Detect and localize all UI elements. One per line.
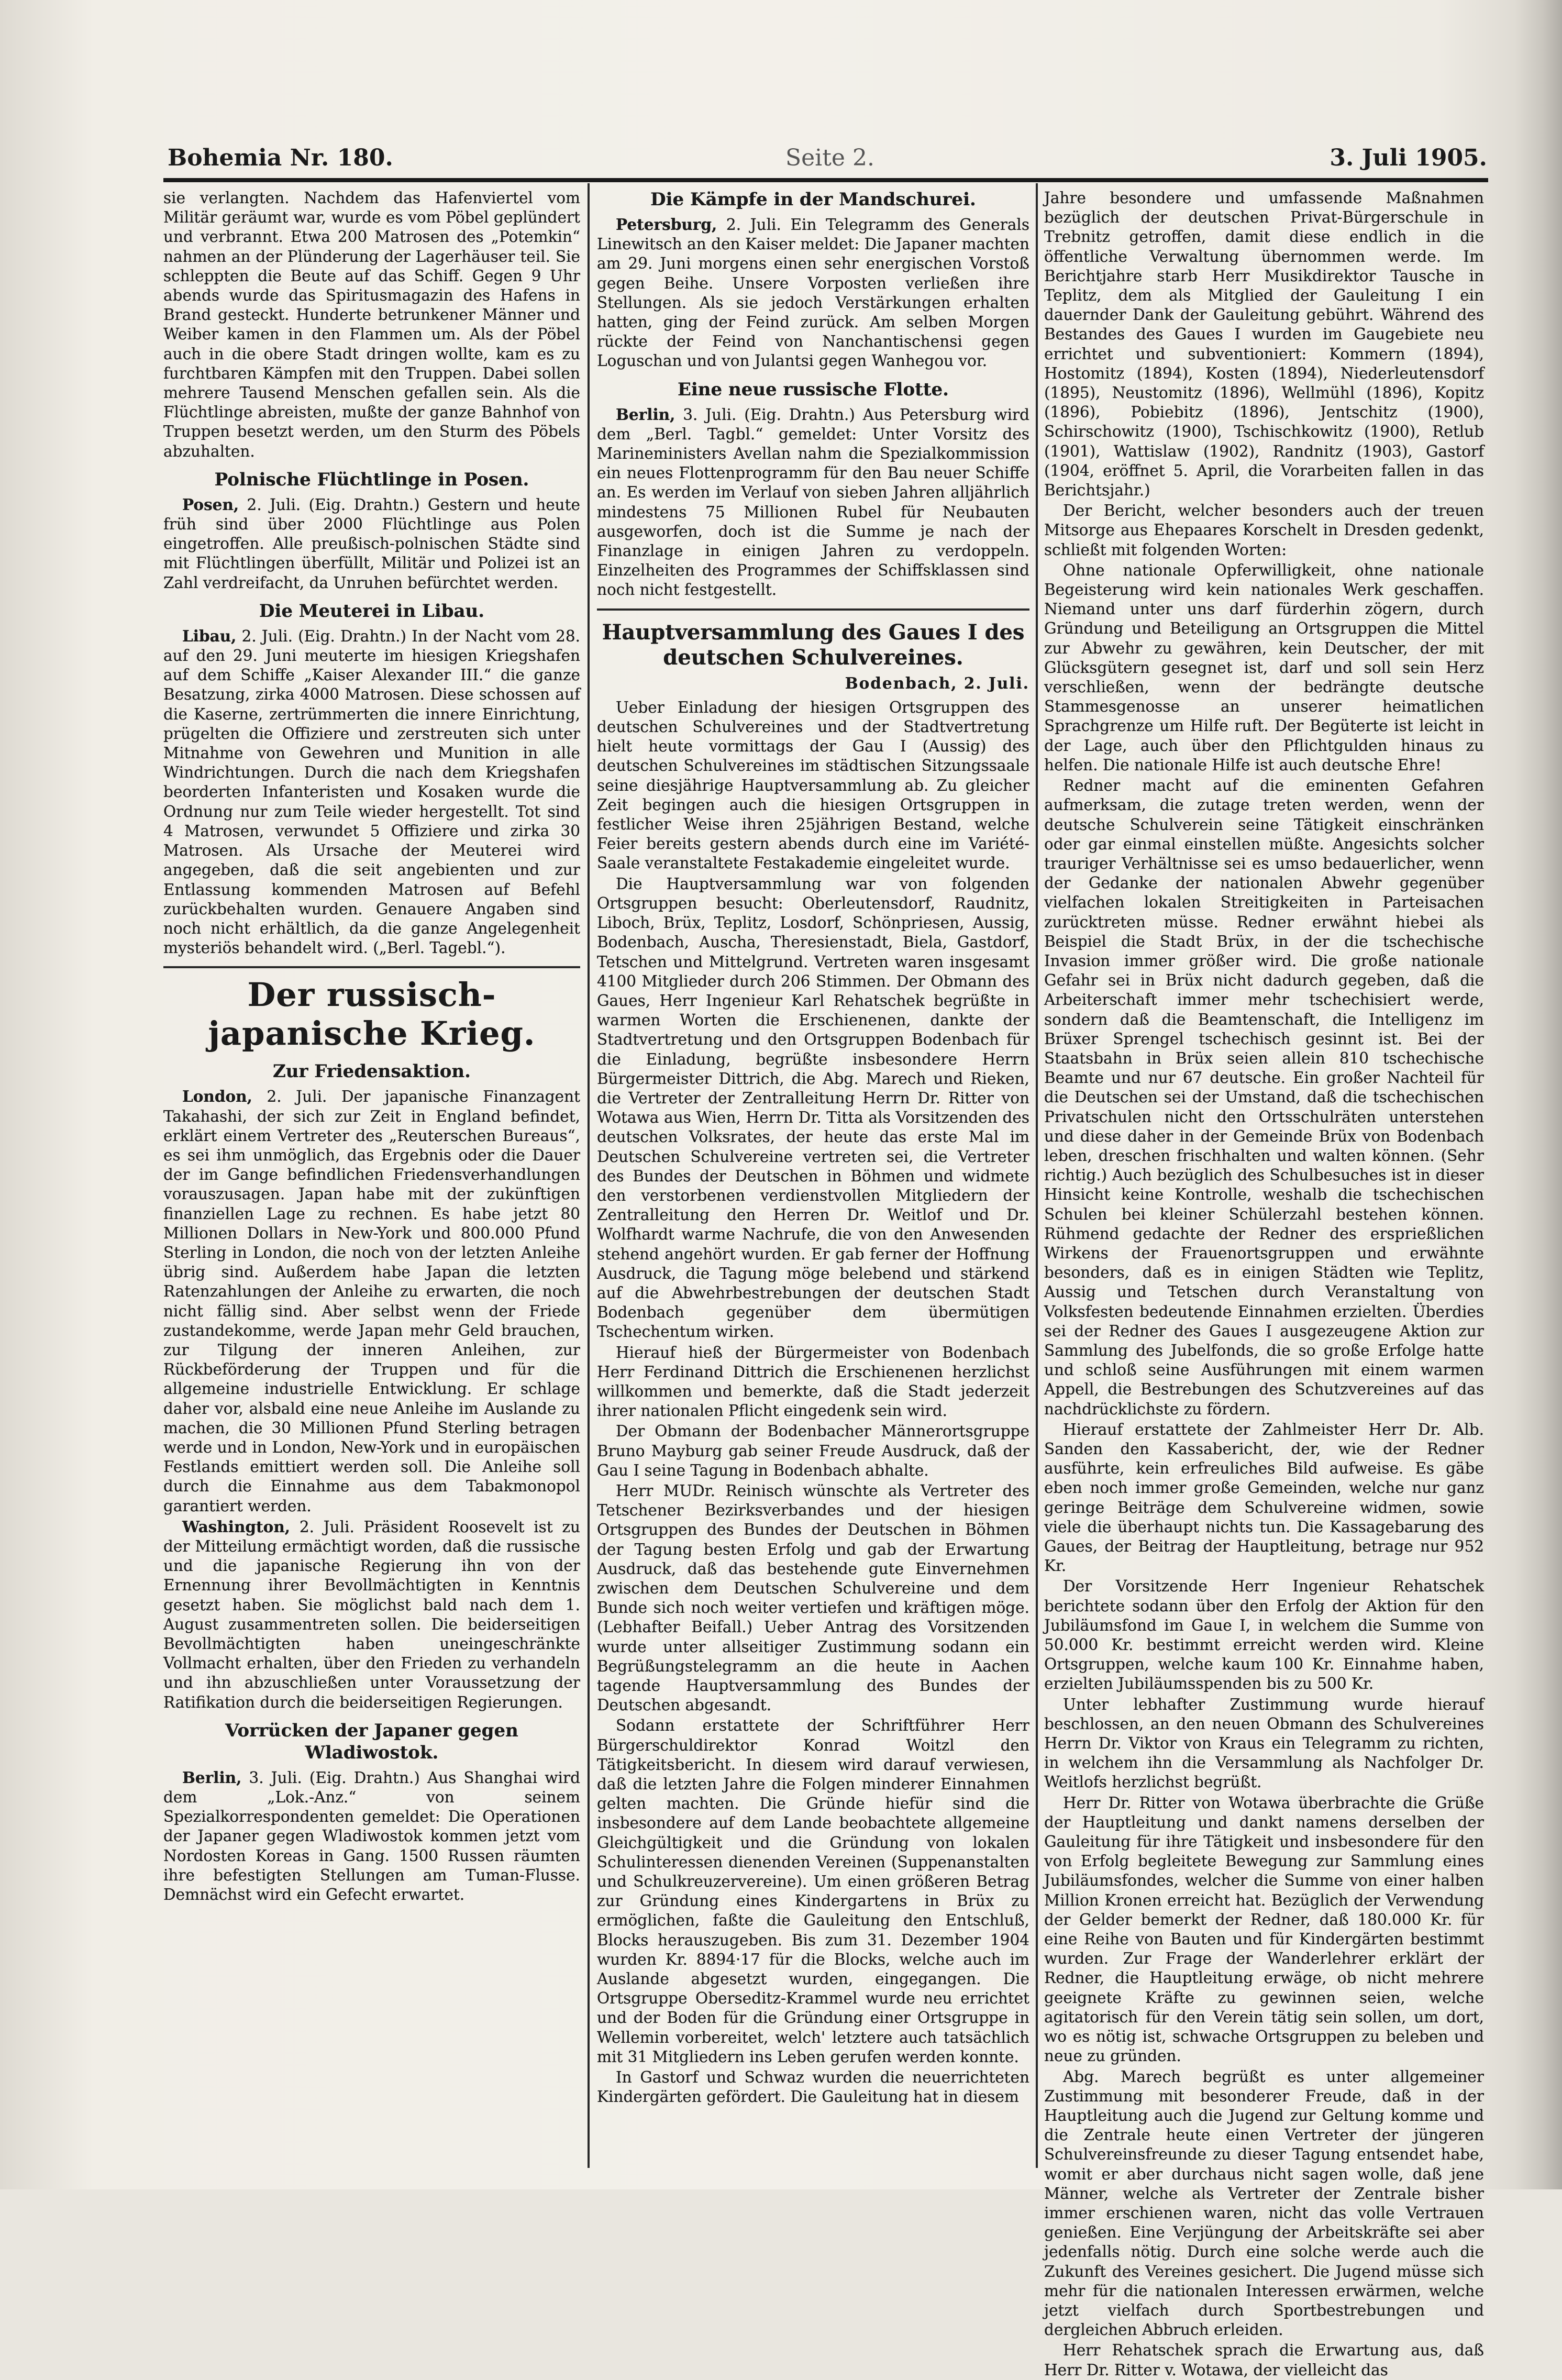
article-paragraph: Hierauf erstattete der Zahlmeister Herr Dr. Alb. Sanden den Kassabericht, der, wie der Redner ausführte, kein erfreuliches Bild aufweise. Es gäbe eben noch immer große Gemeinden, welche nur ganz geringe Beiträge dem Schulvereine widmen, sowie viele die überhaupt nichts tun. Die Kassagebarung des Gaues, der Beitrag der Hauptleitung, betrage nur 952 Kr. xyxy=(1044,1420,1484,1575)
page-header xyxy=(168,140,1487,177)
column-rule-1 xyxy=(588,183,590,2168)
dateline: Bodenbach, 2. Juli. xyxy=(845,673,1029,692)
article-paragraph: Posen, 2. Juli. (Eig. Drahtn.) Gestern und heute früh sind über 2000 Flüchtlinge aus Polen eingetroffen. Alle preußisch-polnischen Städte sind mit Flüchtlingen überfüllt, Militär und Polizei ist an Zahl verdreifacht, da Unruhen befürchtet werden. xyxy=(163,495,580,592)
dateline-place: Libau, xyxy=(182,626,237,645)
page-edge-shadow xyxy=(1515,0,1562,2189)
header-publication: Bohemia Nr. 180. xyxy=(168,145,393,171)
article-paragraph: Washington, 2. Juli. Präsident Roosevelt ist zu der Mitteilung ermächtigt worden, daß die russische und die japanische Regierung ihn von der Ernennung ihrer Bevollmächtigten in Kenntnis gesetzt haben. Sie möglichst bald nach dem 1. August zusammentreten sollen. Die beiderseitigen Bevollmächtigten haben uneingeschränkte Vollmacht erhalten, über den Frieden zu verhandeln und ihn abzuschließen unter Voraussetzung der Ratifikation durch die beiderseitigen Regierungen. xyxy=(163,1517,580,1711)
article-paragraph: Hierauf hieß der Bürgermeister von Bodenbach Herr Ferdinand Dittrich die Erschienenen herzlichst willkommen und bemerkte, daß die Stadt jederzeit ihrer nationalen Pflicht eingedenk sein wird. xyxy=(597,1343,1029,1420)
article-paragraph: London, 2. Juli. Der japanische Finanzagent Takahashi, der sich zur Zeit in England befindet, erklärt einem Vertreter des „Reuterschen Bureaus“, es sei ihm unmöglich, das Ergebnis oder die Dauer der im Gange befindlichen Friedensverhandlungen vorauszusagen. Japan habe mit der zukünftigen finanziellen Lage zu rechnen. Es habe jetzt 80 Millionen Dollars in New-York und 800.000 Pfund Sterling in London, die noch von der letzten Anleihe übrig sind. Außerdem habe Japan die letzten Ratenzahlungen der Anleihe zu erwarten, die noch nicht fällig sind. Aber selbst wenn der Friede zustandekomme, werde Japan mehr Geld brauchen, zur Tilgung der inneren Anleihen, zur Rückbeförderung der Truppen und für die allgemeine industrielle Entwicklung. Er schlage daher vor, alsbald eine neue Anleihe im Auslande zu machen, die 30 Millionen Pfund Sterling betragen werde und in London, New-York und in europäischen Festlands emittiert werden soll. Die Anleihe soll durch die Einnahme aus dem Tabakmonopol garantiert werden. xyxy=(163,1087,580,1515)
headline-hauptversammlung: Hauptversammlung des Gaues I des deutschen Schulvereines. xyxy=(602,619,1025,670)
article-paragraph: Unter lebhafter Zustimmung wurde hierauf beschlossen, an den neuen Obmann des Schulvereines Herrn Dr. Viktor von Kraus ein Telegramm zu richten, in welchem ihn die Versammlung als Nachfolger Dr. Weitlofs herzlichst begrüßt. xyxy=(1044,1695,1484,1791)
article-paragraph: Libau, 2. Juli. (Eig. Drahtn.) In der Nacht vom 28. auf den 29. Juni meuterte im hiesigen Kriegshafen auf dem Schiffe „Kaiser Alexander III.“ die ganze Besatzung, zirka 4000 Matrosen. Diese schossen auf die Kaserne, zertrümmerten die innere Einrichtung, prügelten die Offiziere und zerstreuten sich unter Mitnahme von Gewehren und Munition in alle Windrichtungen. Durch die nach dem Kriegshafen beorderten Infanteristen und Kosaken wurde die Ordnung nur zum Teile wieder hergestellt. Tot sind 4 Matrosen, verwundet 5 Offiziere und zirka 30 Matrosen. Als Ursache der Meuterei wird angegeben, daß die seit angebienten und zur Entlassung kommenden Matrosen auf Befehl zurückbehalten wurden. Genauere Angaben sind noch nicht erhältlich, da die ganze Angelegenheit mysteriös behandelt wird. („Berl. Tagebl.“). xyxy=(163,626,580,957)
article-paragraph: Der Obmann der Bodenbacher Männerortsgruppe Bruno Mayburg gab seiner Freude Ausdruck, daß der Gau I seine Tagung in Bodenbach abhalte. xyxy=(597,1422,1029,1479)
article-paragraph: Die Hauptversammlung war von folgenden Ortsgruppen besucht: Oberleutensdorf, Raudnitz, Liboch, Brüx, Teplitz, Losdorf, Schönpriesen, Aussig, Bodenbach, Auscha, Theresienstadt, Biela, Gastdorf, Tetschen und Mittelgrund. Vertreten waren insgesamt 4100 Mitglieder durch 206 Stimmen. Der Obmann des Gaues, Herr Ingenieur Karl Rehatschek begrüßte in warmen Worten die Erschienenen, dankte der Stadtvertretung und den Ortsgruppen Bodenbach für die Einladung, begrüßte insbesondere Herrn Bürgermeister Dittrich, die Abg. Marech und Rieken, die Vertreter der Zentralleitung Herrn Dr. Ritter von Wotawa aus Wien, Herrn Dr. Titta als Vorsitzenden des deutschen Volksrates, der heute das erste Mal im Deutschen Schulvereine vertreten sei, die Vertreter des Bundes der Deutschen in Böhmen und widmete den verstorbenen verdienstvollen Mitgliedern der Zentralleitung den Herren Dr. Weitlof und Dr. Wolfhardt warme Nachrufe, die von den Anwesenden stehend angehört wurden. Er gab ferner der Hoffnung Ausdruck, die Tagung möge belebend und stärkend auf die Abwehrbestrebungen der deutschen Stadt Bodenbach gegenüber dem übermütigen Tschechentum wirken. xyxy=(597,874,1029,1341)
article-paragraph: Redner macht auf die eminenten Gefahren aufmerksam, die zutage treten werden, wenn der deutsche Schulverein seine Tätigkeit einschränken oder gar einmal einstellen müßte. Angesichts solcher trauriger Verhältnisse sei es umso bedauerlicher, wenn der Gedanke der nationalen Abwehr gegenüber vielfachen lokalen Streitigkeiten in Parteisachen zurücktreten müsse. Redner erwähnt hiebei als Beispiel die Stadt Brüx, in der die tschechische Invasion immer größer wird. Die große nationale Gefahr sei in Brüx nicht dadurch gegeben, daß die Arbeiterschaft immer mehr tschechisiert werde, sondern daß die Beamtenschaft, die Intelligenz im Brüxer Sprengel tschechisch gesinnt ist. Bei der Staatsbahn in Brüx seien allein 810 tschechische Beamte und nur 67 deutsche. Ein großer Nachteil für die Deutschen sei der Umstand, daß die tschechischen Privatschulen nicht den Ortsschulräten unterstehen und diese daher in der Gemeinde Brüx von Bodenbach leben, dreschen frischhalten und walten können. (Sehr richtig.) Auch bezüglich des Schulbesuches ist in dieser Hinsicht keine Kontrolle, weshalb die tschechischen Schulen bei kleiner Schülerzahl bestehen können. Rühmend gedachte der Redner des ersprießlichen Wirkens der Frauenortsgruppen und erwähnte besonders, daß es in einigen Städten wie Teplitz, Aussig und Tetschen durch Veranstaltung von Volksfesten bedeutende Einnahmen erzielten. Überdies sei der Redner des Gaues I ausgezeugene Aktion zur Sammlung des Jubelfonds, die so große Erfolge hatte und schloß seine Ausführungen mit einem warmen Appell, die Bestrebungen des Schutzvereines auf das nachdrücklichste zu fördern. xyxy=(1044,777,1484,1418)
column-1 xyxy=(163,189,580,2163)
dateline-place: London, xyxy=(182,1087,252,1106)
article-paragraph: Jahre besondere und umfassende Maßnahmen bezüglich der deutschen Privat-Bürgerschule in Trebnitz getroffen, damit diese endlich in die öffentliche Verwaltung übernommen werde. Im Berichtjahre starb Herr Musikdirektor Tausche in Teplitz, dem als Mitglied der Gauleitung I ein dauernder Dank der Gauleitung gebührt. Während des Bestandes des Gaues I wurden im Gaugebiete neu errichtet und subventioniert: Kommern (1894), Hostomitz (1894), Kosten (1894), Niederleutensdorf (1895), Neustomitz (1896), Wellmühl (1896), Kopitz (1896), Pobiebitz (1896), Jentschitz (1900), Schirschowitz (1900), Tschischkowitz (1900), Retlub (1901), Wattislaw (1902), Randnitz (1903), Gastorf (1904, eröffnet 5. April, die Vorarbeiten fallen in das Berichtsjahr.) xyxy=(1044,189,1484,500)
article-paragraph: Petersburg, 2. Juli. Ein Telegramm des Generals Linewitsch an den Kaiser meldet: Die Japaner machten am 29. Juni morgens einen sehr energischen Vorstoß gegen Beihe. Unsere Vorposten verließen ihre Stellungen. Als sie jedoch Verstärkungen erhalten hatten, ging der Feind zurück. Am selben Morgen rückte der Feind von Nanchantischensi gegen Loguschan und von Julantsi gegen Wanhegou vor. xyxy=(597,215,1029,370)
headline-mandschurei: Die Kämpfe in der Mandschurei. xyxy=(650,189,976,210)
header-page-number: Seite 2. xyxy=(785,145,874,171)
column-3 xyxy=(1044,189,1484,2379)
headline-wladiwostok: Vorrücken der Japaner gegen Wladiwostok. xyxy=(225,1720,518,1763)
column-rule-2 xyxy=(1036,183,1038,2168)
headline-polnische-fluechtlinge: Polnische Flüchtlinge in Posen. xyxy=(214,469,529,490)
article-paragraph: Berlin, 3. Juli. (Eig. Drahtn.) Aus Petersburg wird dem „Berl. Tagbl.“ gemeldet: Unter Vorsitz des Marineministers Avellan nahm die Spezialkommission ein neues Flottenprogramm für den Bau neuer Schiffe an. Es werden im Verlauf von sieben Jahren alljährlich mindestens 75 Millionen Rubel für Neubauten ausgeworfen, doch ist die Summe je nach der Finanzlage in einigen Jahren zu verdoppeln. Einzelheiten des Programmes der Schiffsklassen sind noch nicht festgestellt. xyxy=(597,405,1029,599)
article-paragraph: Abg. Marech begrüßt es unter allgemeiner Zustimmung mit besonderer Freude, daß in der Hauptleitung auch die Jugend zur Geltung komme und die Zentrale heute einen Vertreter der jüngeren Schulvereinsfreunde zu dieser Tagung entsendet habe, womit er aber durchaus nicht sagen wolle, daß jene Männer, welche als Vertreter der Zentrale bisher immer erschienen waren, nicht das volle Vertrauen genießen. Eine Verjüngung der Arbeitskräfte sei aber jedenfalls nötig. Durch eine solche werde auch die Zukunft des Vereines gesichert. Die Jugend müsse sich mehr für die nationalen Interessen erwärmen, welche jetzt vielfach durch Sportbestrebungen und dergleichen Abbruch erleiden. xyxy=(1044,2067,1484,2339)
dateline-place: Petersburg, xyxy=(616,215,717,234)
article-paragraph: Der Vorsitzende Herr Ingenieur Rehatschek berichtete sodann über den Erfolg der Aktion für den Jubiläumsfond im Gaue I, in welchem die Summe von 50.000 Kr. bestimmt erreicht werden wird. Kleine Ortsgruppen, welche kaum 100 Kr. Einnahme haben, erzielten Jubiläumsspenden bis zu 500 Kr. xyxy=(1044,1577,1484,1693)
section-rule xyxy=(163,966,580,968)
headline-friedensaktion: Zur Friedensaktion. xyxy=(272,1061,471,1082)
article-paragraph: Der Bericht, welcher besonders auch der treuen Mitsorge aus Ehepaares Korschelt in Dresden gedenkt, schließt mit folgenden Worten: xyxy=(1044,502,1484,559)
headline-meuterei-libau: Die Meuterei in Libau. xyxy=(259,600,485,622)
header-date: 3. Juli 1905. xyxy=(1330,145,1487,171)
article-paragraph: Sodann erstattete der Schriftführer Herr Bürgerschuldirektor Konrad Woitzl den Tätigkeitsbericht. In diesem wird darauf verwiesen, daß die letzten Jahre die Folgen minderer Einnahmen gelten machten. Die Gründe hiefür sind die insbesondere auf dem Lande beobachtete allgemeine Gleichgültigkeit und die Gründung von lokalen Schulinteressen dienenden Vereinen (Suppenanstalten und Schulkreuzervereine). Um einen größeren Betrag zur Gründung eines Kindergartens in Brüx zu ermöglichen, faßte die Gauleitung den Entschluß, Blocks herauszugeben. Bis zum 31. Dezember 1904 wurden Kr. 8894·17 für die Blocks, welche auch im Auslande abgesetzt wurden, eingegangen. Die Ortsgruppe Oberseditz-Krammel wurde neu errichtet und der Boden für die Gründung einer Ortsgruppe in Wellemin vorbereitet, welch' letztere auch tatsächlich mit 31 Mitgliedern ins Leben gerufen werden konnte. xyxy=(597,1717,1029,2066)
dateline-place: Berlin, xyxy=(616,405,675,424)
article-paragraph: Herr MUDr. Reinisch wünschte als Vertreter des Tetschener Bezirksverbandes und der hiesigen Ortsgruppen des Bundes der Deutschen in Böhmen der Tagung besten Erfolg und gab der Erwartung Ausdruck, daß das bestehende gute Einvernehmen zwischen dem Deutschen Schulvereine und dem Bunde sich noch weiter vertiefen und kräftigen möge. (Lebhafter Beifall.) Ueber Antrag des Vorsitzenden wurde unter allseitiger Zustimmung sodann ein Begrüßungstelegramm an die heute in Aachen tagende Hauptversammlung des Bundes der Deutschen abgesandt. xyxy=(597,1481,1029,1714)
article-paragraph: Herr Dr. Ritter von Wotawa überbrachte die Grüße der Hauptleitung und dankt namens derselben der Gauleitung für ihre Tätigkeit und insbesondere für den von Erfolg begleitete Bewegung zur Sammlung eines Jubiläumsfondes, welcher die Summe von einer halben Million Kronen erreicht hat. Bezüglich der Verwendung der Gelder bemerkt der Redner, daß 180.000 Kr. für eine Reihe von Bauten und für Kindergärten bestimmt wurden. Zur Frage der Wanderlehrer erklärt der Redner, die Hauptleitung erwäge, ob nicht mehrere geeignete Kräfte zu gewinnen seien, welche agitatorisch für den Verein tätig sein sollen, um dort, wo es nötig ist, schwache Ortsgruppen zu beleben und neue zu gründen. xyxy=(1044,1794,1484,2065)
dateline-place: Berlin, xyxy=(182,1768,242,1787)
article-paragraph: In Gastorf und Schwaz wurden die neuerrichteten Kindergärten gefördert. Die Gauleitung hat in diesem xyxy=(597,2068,1029,2106)
dateline-place: Washington, xyxy=(182,1517,291,1536)
article-paragraph: Herr Rehatschek sprach die Erwartung aus, daß Herr Dr. Ritter v. Wotawa, der vielleicht das xyxy=(1044,2341,1484,2379)
article-paragraph: Ueber Einladung der hiesigen Ortsgruppen des deutschen Schulvereines und der Stadtvertretung hielt heute vormittags der Gau I (Aussig) des deutschen Schulvereines im städtischen Sitzungssaale seine diesjährige Hauptversammlung ab. Zu gleicher Zeit begingen auch die hiesigen Ortsgruppen in festlicher Weise ihren 25jährigen Bestand, welche Feier bereits gestern abends durch eine im Variété-Saale veranstaltete Festakademie eingeleitet wurde. xyxy=(597,698,1029,872)
article-paragraph: Berlin, 3. Juli. (Eig. Drahtn.) Aus Shanghai wird dem „Lok.-Anz.“ von seinem Spezialkorrespondenten gemeldet: Die Operationen der Japaner gegen Wladiwostok kommen jetzt vom Nordosten Koreas in Gang. 1500 Russen räumten ihre befestigten Stellungen am Tuman-Flusse. Demnächst wird ein Gefecht erwartet. xyxy=(163,1768,580,1904)
header-rule xyxy=(163,178,1488,182)
article-paragraph: Ohne nationale Opferwilligkeit, ohne nationale Begeisterung wird kein nationales Werk geschaffen. Niemand unter uns darf fürderhin zögern, durch Gründung und Beteiligung an Ortsgruppen die Mittel zur Abwehr zu gewähren, kein Deutscher, der mit Glücksgütern gesegnet ist, darf und soll sein Herz verschließen, wenn der bedrängte deutsche Stammesgenosse an unserer heimatlichen Sprachgrenze um Hilfe ruft. Der Begüterte ist leicht in der Lage, auch über den Pflichtgulden hinaus zu helfen. Die nationale Hilfe ist auch deutsche Ehre! xyxy=(1044,561,1484,774)
headline-russisch-japanische-krieg: Der russisch-japanische Krieg. xyxy=(208,976,536,1053)
headline-neue-flotte: Eine neue russische Flotte. xyxy=(677,379,949,400)
section-rule xyxy=(597,608,1029,611)
column-2 xyxy=(597,189,1029,2163)
article-paragraph: sie verlangten. Nachdem das Hafenviertel vom Militär geräumt war, wurde es vom Pöbel geplündert und verbrannt. Etwa 200 Matrosen des „Potemkin“ nahmen an der Plünderung der Lagerhäuser teil. Sie schleppten die Beute auf das Schiff. Gegen 9 Uhr abends wurde das Spiritusmagazin des Hafens in Brand gesteckt. Hunderte betrunkener Männer und Weiber kamen in den Flammen um. Als der Pöbel auch in die obere Stadt dringen wollte, kam es zu furchtbaren Kämpfen mit den Truppen. Dabei sollen mehrere Tausend Menschen gefallen sein. Als die Flüchtlinge abreisten, mußte der ganze Bahnhof von Truppen besetzt werden, um den Sturm des Pöbels abzuhalten. xyxy=(163,189,580,460)
dateline-place: Posen, xyxy=(182,495,239,514)
